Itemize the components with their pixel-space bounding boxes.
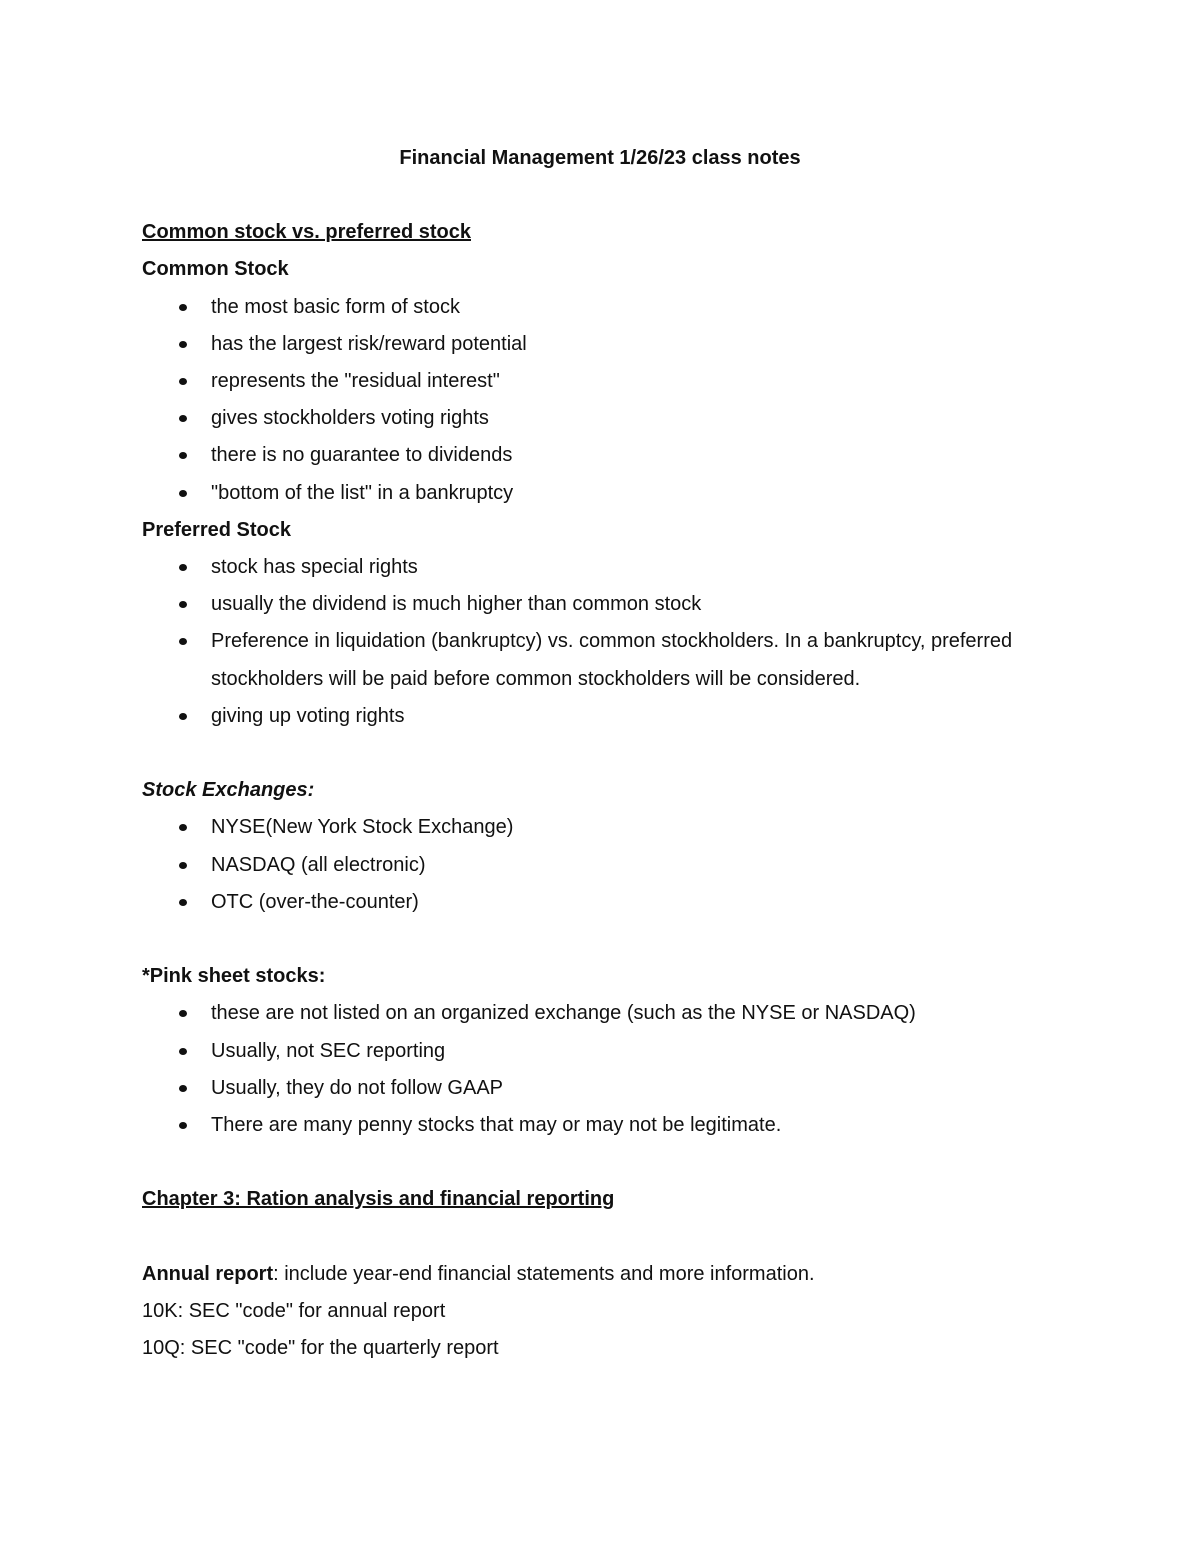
annual-report-line (142, 1256, 1042, 1293)
list-item: gives stockholders voting rights (142, 400, 1042, 437)
bullet-icon (179, 862, 187, 869)
list-item: OTC (over-the-counter) (142, 884, 1042, 921)
stock-exchanges-list (142, 809, 1042, 921)
bullet-icon (179, 713, 187, 720)
list-item: stock has special rights (142, 549, 1042, 586)
bullet-icon (179, 452, 187, 459)
subheading-preferred-stock: Preferred Stock (142, 518, 291, 541)
list-item: giving up voting rights (142, 698, 1042, 735)
section-heading-common-vs-preferred: Common stock vs. preferred stock (142, 221, 471, 244)
bullet-icon (179, 638, 187, 645)
bullet-icon (179, 1048, 187, 1055)
subheading-common-stock: Common Stock (142, 258, 289, 281)
annual-report-text: : include year-end financial statements and more information. (273, 1262, 815, 1285)
bullet-icon (179, 341, 187, 348)
pink-sheet-list (142, 995, 1042, 1144)
preferred-stock-list (142, 549, 1042, 735)
bullet-icon (179, 1085, 187, 1092)
document-title: Financial Management 1/26/23 class notes (399, 147, 801, 169)
section-heading-chapter-3: Chapter 3: Ration analysis and financial reporting (142, 1188, 615, 1211)
bullet-icon (179, 899, 187, 906)
list-item: Preference in liquidation (bankruptcy) vs. common stockholders. In a bankruptcy, preferred stockholders will be paid before common stockholders will be considered. (142, 623, 1042, 697)
bullet-icon (179, 564, 187, 571)
list-item: there is no guarantee to dividends (142, 437, 1042, 474)
bullet-icon (179, 824, 187, 831)
bullet-icon (179, 304, 187, 311)
section-heading-pink-sheet: *Pink sheet stocks: (142, 965, 326, 988)
list-item: Usually, not SEC reporting (142, 1033, 1042, 1070)
list-item: usually the dividend is much higher than common stock (142, 586, 1042, 623)
bullet-icon (179, 378, 187, 385)
tenk-line: 10K: SEC "code" for annual report (142, 1300, 446, 1323)
list-item: Usually, they do not follow GAAP (142, 1070, 1042, 1107)
list-item: represents the "residual interest" (142, 363, 1042, 400)
bullet-icon (179, 415, 187, 422)
list-item: has the largest risk/reward potential (142, 326, 1042, 363)
list-item: "bottom of the list" in a bankruptcy (142, 475, 1042, 512)
list-item: There are many penny stocks that may or may not be legitimate. (142, 1107, 1042, 1144)
list-item: these are not listed on an organized exchange (such as the NYSE or NASDAQ) (142, 995, 1042, 1032)
bullet-icon (179, 1010, 187, 1017)
common-stock-list (142, 289, 1042, 512)
section-heading-stock-exchanges: Stock Exchanges: (142, 779, 315, 802)
bullet-icon (179, 1122, 187, 1129)
list-item: NASDAQ (all electronic) (142, 847, 1042, 884)
bullet-icon (179, 601, 187, 608)
annual-report-label: Annual report (142, 1262, 274, 1285)
list-item: the most basic form of stock (142, 289, 1042, 326)
bullet-icon (179, 490, 187, 497)
tenq-line: 10Q: SEC "code" for the quarterly report (142, 1337, 499, 1360)
document-page (142, 140, 1042, 1367)
list-item: NYSE(New York Stock Exchange) (142, 809, 1042, 846)
